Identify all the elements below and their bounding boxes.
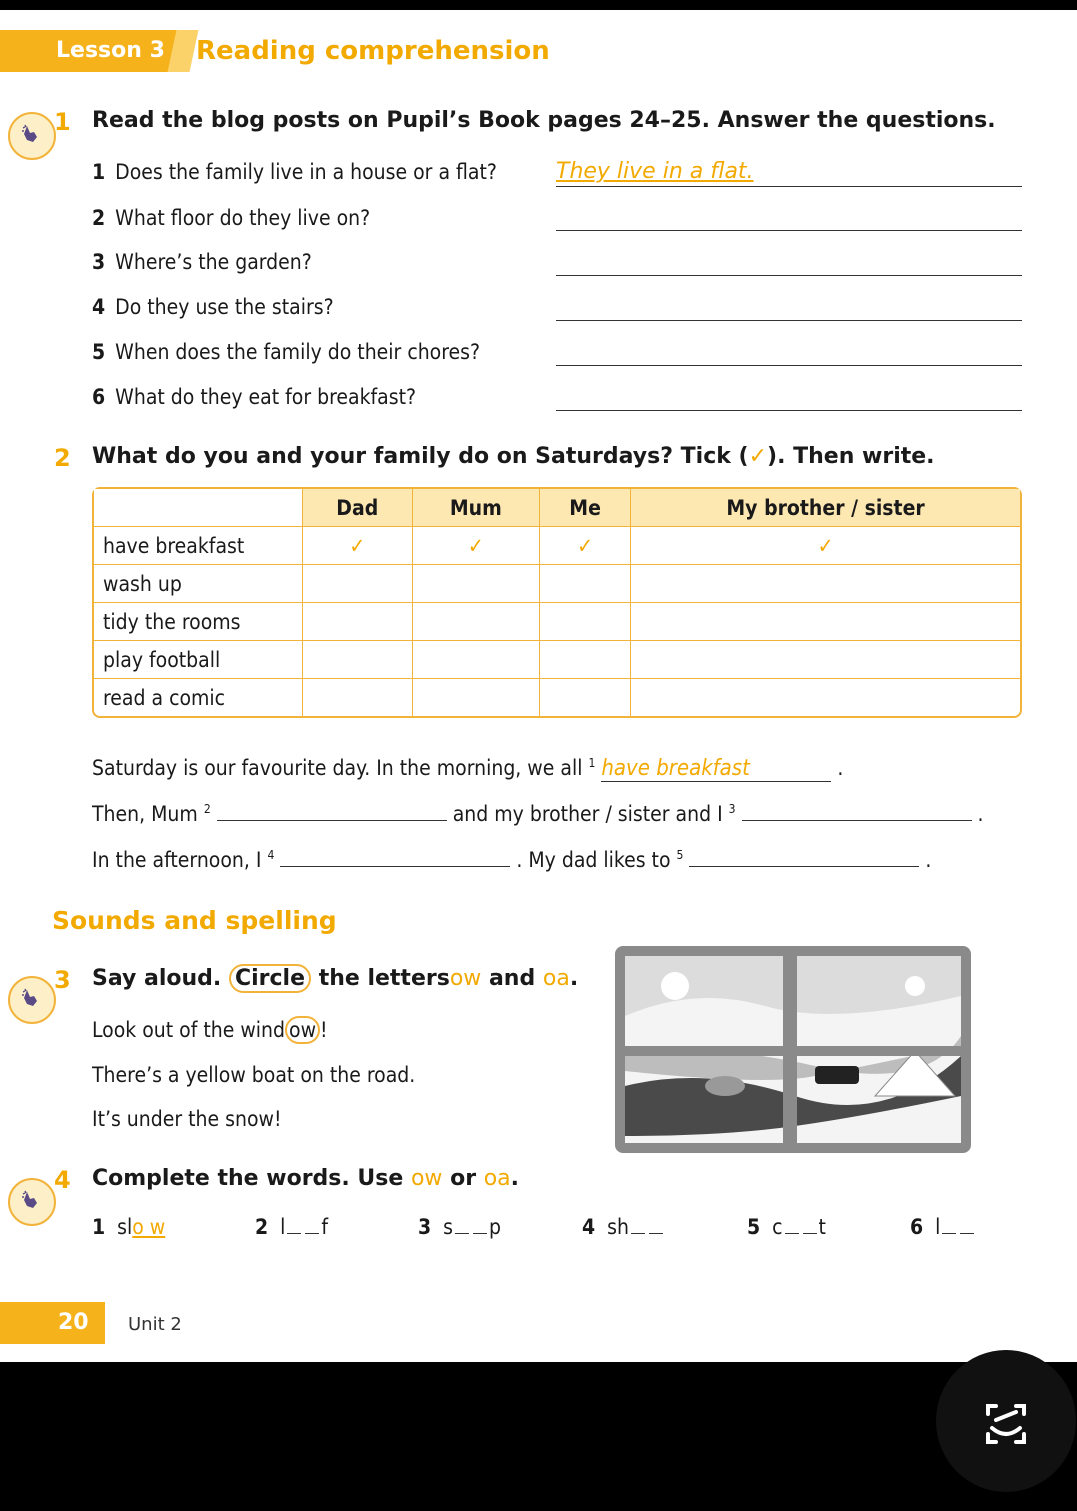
circled-letters: ow: [285, 1016, 320, 1044]
row-label: read a comic: [94, 679, 303, 716]
table-corner: [94, 489, 303, 527]
column-header: Mum: [413, 489, 541, 527]
write-line-3: In the afternoon, I $^4$ . My dad likes to $^5$ .: [92, 848, 932, 872]
row-label: have breakfast: [94, 527, 303, 565]
unit-label: Unit 2: [128, 1314, 182, 1335]
answer-line-5[interactable]: [556, 365, 1022, 366]
write-blank-3[interactable]: [742, 800, 972, 821]
column-header: Me: [540, 489, 631, 527]
table-row: [94, 603, 1020, 641]
lesson-label: Lesson 3: [56, 38, 165, 63]
tick-table: [92, 487, 1022, 718]
question-5: 5 When does the family do their chores?: [92, 340, 481, 364]
exercise-2-number: 2: [54, 444, 71, 472]
row-label: play football: [94, 641, 303, 679]
tick-cell[interactable]: [303, 641, 413, 679]
page-number-band-visible: [0, 1302, 105, 1344]
page-title: Reading comprehension: [196, 36, 550, 66]
exercise-3-number: 3: [54, 966, 71, 994]
tick-cell[interactable]: [631, 679, 1020, 716]
exercise-1-number: 1: [54, 108, 71, 136]
tick-cell[interactable]: ✓: [540, 527, 631, 565]
poem-line-1: Look out of the wind ow !: [92, 1018, 328, 1042]
tick-cell[interactable]: [303, 603, 413, 641]
page-number: 20: [58, 1310, 89, 1335]
poem-line-3: It’s under the snow!: [92, 1107, 282, 1131]
screen-bottom-bar: [0, 1362, 1077, 1511]
tick-cell[interactable]: [540, 565, 631, 603]
tick-icon: ✓: [748, 444, 768, 469]
question-6: 6 What do they eat for breakfast?: [92, 385, 417, 409]
word-item[interactable]: 3 s p: [418, 1215, 501, 1239]
tick-cell[interactable]: [413, 679, 541, 716]
sounds-title: Sounds and spelling: [52, 906, 337, 935]
write-answer-1[interactable]: have breakfast: [601, 756, 831, 782]
question-3: 3 Where’s the garden?: [92, 250, 312, 274]
exercise-3-instruction: Say aloud. Circle the lettersow and oa.: [92, 966, 579, 991]
question-4: 4 Do they use the stairs?: [92, 295, 334, 319]
pointing-hand-icon: [8, 976, 56, 1024]
pointing-hand-icon: [8, 1178, 56, 1226]
word-item[interactable]: 5 c t: [747, 1215, 826, 1239]
tick-cell[interactable]: [303, 565, 413, 603]
tick-cell[interactable]: ✓: [303, 527, 413, 565]
scan-button[interactable]: [936, 1350, 1076, 1492]
answer-line-1[interactable]: [556, 186, 1022, 187]
poem-line-2: There’s a yellow boat on the road.: [92, 1063, 416, 1087]
row-label: wash up: [94, 565, 303, 603]
tick-cell[interactable]: [540, 641, 631, 679]
exercise-4-instruction: Complete the words. Use ow or oa.: [92, 1166, 520, 1191]
question-2: 2 What floor do they live on?: [92, 206, 371, 230]
tick-cell[interactable]: [631, 641, 1020, 679]
scan-icon: [980, 1398, 1032, 1450]
table-row: [94, 641, 1020, 679]
tick-cell[interactable]: ✓: [413, 527, 541, 565]
row-label: tidy the rooms: [94, 603, 303, 641]
question-1: 1 Does the family live in a house or a flat?: [92, 160, 497, 184]
tick-cell[interactable]: [540, 679, 631, 716]
tick-cell[interactable]: [413, 641, 541, 679]
answer-line-4[interactable]: [556, 320, 1022, 321]
word-item[interactable]: 4 sh: [582, 1215, 665, 1239]
window-illustration: [615, 946, 971, 1153]
tick-cell[interactable]: [303, 679, 413, 716]
table-row: [94, 565, 1020, 603]
tick-cell[interactable]: ✓: [631, 527, 1020, 565]
write-blank-2[interactable]: [217, 800, 447, 821]
exercise-1-instruction: Read the blog posts on Pupil’s Book pages 24–25. Answer the questions.: [92, 108, 996, 133]
answer-1: They live in a flat.: [556, 159, 754, 184]
tick-cell[interactable]: [413, 565, 541, 603]
tick-cell[interactable]: [540, 603, 631, 641]
column-header: My brother / sister: [631, 489, 1020, 527]
pointing-hand-icon: [8, 112, 56, 160]
word-item[interactable]: 2 l f: [255, 1215, 329, 1239]
tick-cell[interactable]: [631, 565, 1020, 603]
write-line-1: Saturday is our favourite day. In the morning, we all $^1$ have breakfast .: [92, 756, 844, 781]
exercise-4-number: 4: [54, 1166, 71, 1194]
answer-line-3[interactable]: [556, 275, 1022, 276]
write-line-2: Then, Mum $^2$ and my brother / sister and I $^3$ .: [92, 802, 984, 826]
tick-cell[interactable]: [631, 603, 1020, 641]
tick-cell[interactable]: [413, 603, 541, 641]
exercise-2-instruction: What do you and your family do on Saturdays? Tick (✓). Then write.: [92, 444, 935, 469]
write-blank-5[interactable]: [689, 846, 919, 867]
word-item[interactable]: 6 l: [910, 1215, 976, 1239]
column-header: Dad: [303, 489, 413, 527]
answer-line-2[interactable]: [556, 230, 1022, 231]
table-row: [94, 527, 1020, 565]
answer-line-6[interactable]: [556, 410, 1022, 411]
workbook-page: [0, 10, 1077, 1362]
table-row: [94, 679, 1020, 716]
write-blank-4[interactable]: [280, 846, 510, 867]
word-item: 1 slo w: [92, 1215, 166, 1239]
